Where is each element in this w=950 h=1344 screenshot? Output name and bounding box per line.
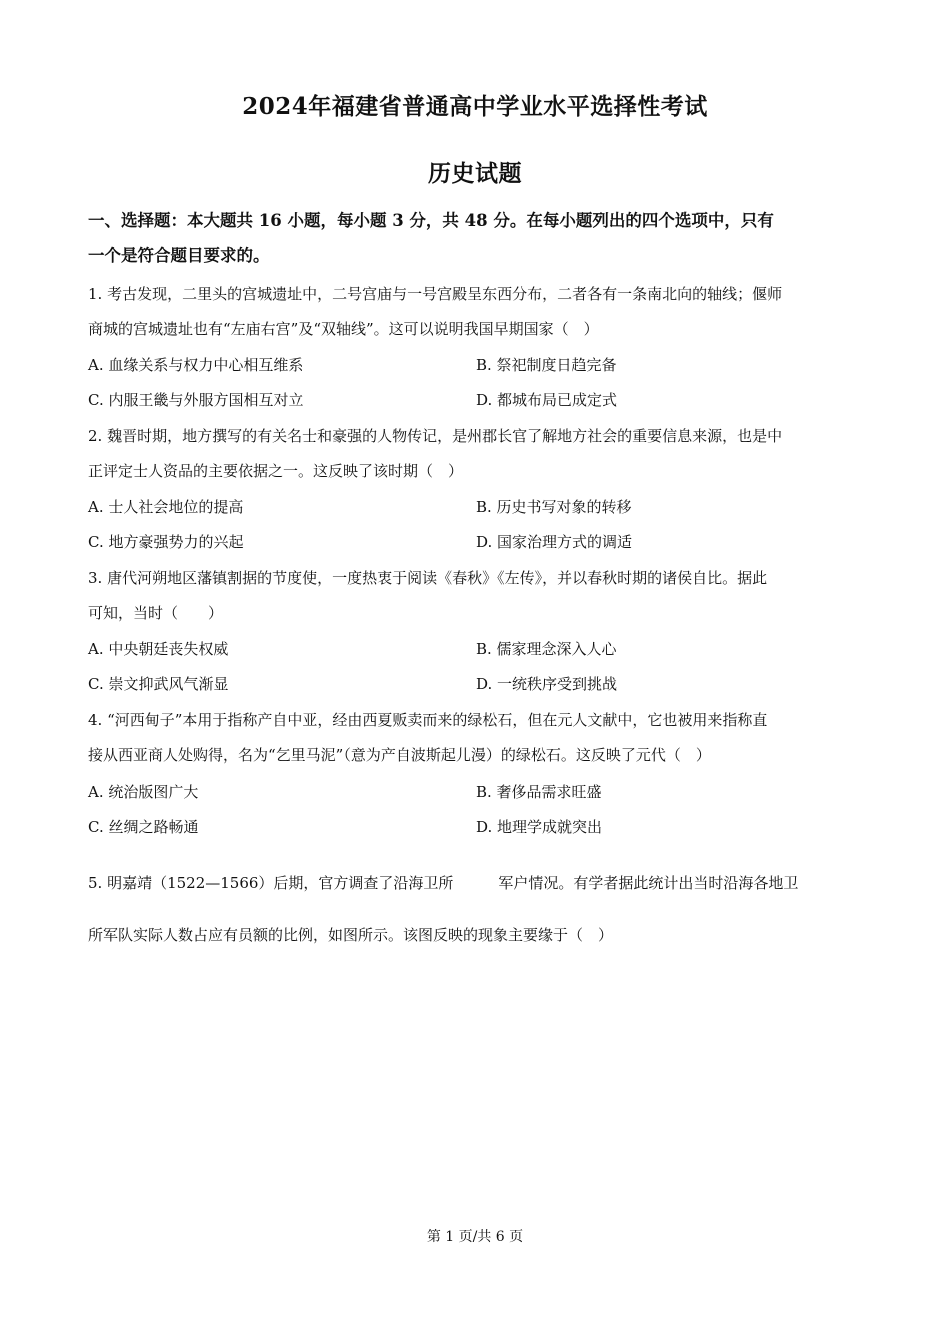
- question-line: 3. 唐代河朔地区藩镇割据的节度使，一度热衷于阅读《春秋》《左传》，并以春秋时期的诸侯自比。据此: [88, 569, 768, 587]
- page-number: 第 1 页/共 6 页: [426, 1229, 524, 1245]
- question-line: 所军队实际人数占应有员额的比例，如图所示。该图反映的现象主要缘于（ ）: [88, 926, 614, 944]
- question-4-option-a: A. 统治版图广大: [88, 783, 199, 801]
- question-4-option-d: D. 地理学成就突出: [476, 818, 603, 836]
- question-4-stem: [88, 703, 866, 773]
- question-3-option-d: D. 一统秩序受到挑战: [476, 675, 618, 693]
- question-1-option-b: B. 祭祀制度日趋完备: [476, 356, 617, 374]
- question-2-stem: [88, 419, 866, 489]
- question-3-option-c: C. 崇文抑武风气渐显: [88, 675, 229, 693]
- question-4-option-c: C. 丝绸之路畅通: [88, 818, 199, 836]
- question-1-stem: [88, 277, 866, 347]
- exam-subtitle: 历史试题: [428, 160, 522, 187]
- exam-title: 2024年福建省普通高中学业水平选择性考试: [242, 93, 708, 120]
- question-4-option-b: B. 奢侈品需求旺盛: [476, 783, 602, 801]
- question-2-option-b: B. 历史书写对象的转移: [476, 498, 632, 516]
- question-5-stem: [88, 857, 866, 961]
- question-1-option-a: A. 血缘关系与权力中心相互维系: [88, 356, 304, 374]
- question-2-option-c: C. 地方豪强势力的兴起: [88, 533, 244, 551]
- question-line: 正评定士人资品的主要依据之一。这反映了该时期（ ）: [88, 462, 464, 480]
- question-3-stem: [88, 561, 866, 631]
- question-line: 1. 考古发现，二里头的宫城遗址中，二号宫庙与一号宫殿呈东西分布，二者各有一条南北向的轴线；偃师: [88, 285, 783, 303]
- question-3-option-a: A. 中央朝廷丧失权威: [88, 640, 229, 658]
- question-3-option-b: B. 儒家理念深入人心: [476, 640, 617, 658]
- question-line: 4. “河西甸子”本用于指称产自中亚，经由西夏贩卖而来的绿松石，但在元人文献中，它也被用来指称直: [88, 711, 768, 729]
- section-heading-line-1: 一、选择题：本大题共 16 小题，每小题 3 分，共 48 分。在每小题列出的四个选项中，只有: [88, 211, 774, 230]
- question-line: 接从西亚商人处购得，名为“乞里马泥”（意为产自波斯起儿漫）的绿松石。这反映了元代（ ）: [88, 746, 711, 764]
- question-line: 5. 明嘉靖（1522—1566）后期，官方调查了沿海卫所 军户情况。有学者据此统计出当时沿海各地卫: [88, 874, 799, 892]
- question-2-option-a: A. 士人社会地位的提高: [88, 498, 244, 516]
- section-heading: [88, 203, 866, 273]
- question-line: 可知，当时（ ）: [88, 604, 224, 622]
- question-2-option-d: D. 国家治理方式的调适: [476, 533, 633, 551]
- question-line: 商城的宫城遗址也有“左庙右宫”及“双轴线”。这可以说明我国早期国家（ ）: [88, 320, 599, 338]
- question-1-option-d: D. 都城布局已成定式: [476, 391, 618, 409]
- question-line: 2. 魏晋时期，地方撰写的有关名士和豪强的人物传记，是州郡长官了解地方社会的重要信息来源，也是中: [88, 427, 783, 445]
- section-heading-line-2: 一个是符合题目要求的。: [88, 246, 270, 265]
- question-1-option-c: C. 内服王畿与外服方国相互对立: [88, 391, 304, 409]
